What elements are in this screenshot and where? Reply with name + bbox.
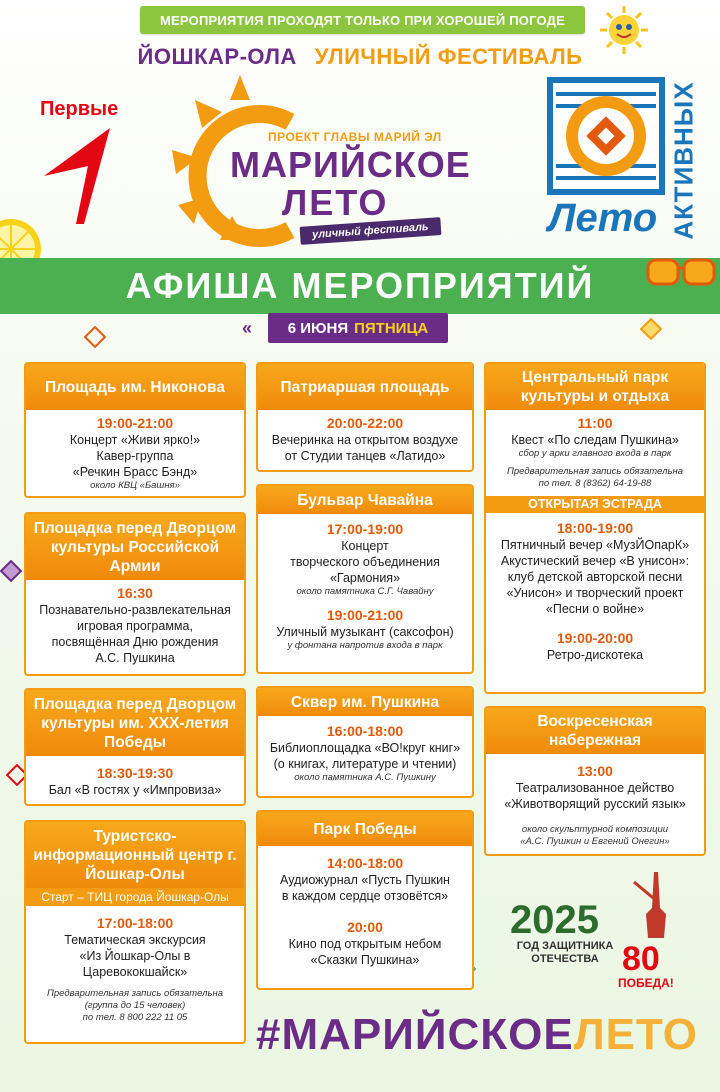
event-time: 17:00-18:00 bbox=[96, 915, 174, 931]
event-desc: «Гармония» bbox=[329, 571, 401, 585]
date-badge bbox=[268, 313, 448, 343]
hashtag-part-1: #МАРИЙСКОЕ bbox=[256, 1010, 574, 1059]
event-desc: Акустический вечер «В унисон»: bbox=[500, 554, 690, 568]
event-card-patriarshaya bbox=[256, 362, 474, 472]
event-desc: «Сказки Пушкина» bbox=[310, 953, 420, 967]
event-desc: «Животворящий русский язык» bbox=[504, 797, 686, 811]
city-name: ЙОШКАР-ОЛА bbox=[137, 44, 297, 69]
victory-word: ПОБЕДА! bbox=[618, 976, 674, 990]
diamond-decoration-icon bbox=[84, 326, 106, 348]
year-caption: ОТЕЧЕСТВА bbox=[531, 953, 599, 965]
event-time: 14:00-18:00 bbox=[326, 855, 404, 871]
event-desc: «Унисон» и творческий проект bbox=[506, 586, 684, 600]
card-head: Площадь им. Никонова bbox=[26, 364, 244, 410]
event-note: около скульптурной композиции bbox=[521, 824, 669, 835]
card-head: Центральный парк культуры и отдыха bbox=[486, 364, 704, 410]
event-card-victory-park bbox=[256, 810, 474, 990]
event-desc: Вечеринка на открытом воздухе bbox=[271, 433, 459, 447]
card-head: Сквер им. Пушкина bbox=[258, 688, 472, 716]
event-time: 19:00-20:00 bbox=[556, 630, 634, 646]
event-desc: «Речкин Брасс Бэнд» bbox=[72, 465, 198, 479]
weather-banner: МЕРОПРИЯТИЯ ПРОХОДЯТ ТОЛЬКО ПРИ ХОРОШЕЙ ПОГОДЕ bbox=[140, 6, 585, 34]
event-card-nikonova bbox=[24, 362, 246, 498]
event-note: (группа до 15 человек) bbox=[84, 1000, 186, 1011]
event-desc: клуб детской авторской песни bbox=[507, 570, 683, 584]
event-note: «А.С. Пушкин и Евгений Онегин» bbox=[520, 836, 670, 847]
diamond-decoration-icon bbox=[640, 318, 662, 340]
card-head: Бульвар Чавайна bbox=[258, 486, 472, 514]
event-desc: Концерт «Живи ярко!» bbox=[69, 433, 201, 447]
event-desc: Познавательно-развлекательная bbox=[39, 603, 231, 617]
event-desc: Царевококшайск» bbox=[82, 965, 188, 979]
event-card-central-park bbox=[484, 362, 706, 694]
title-band bbox=[0, 258, 720, 314]
victory-80-number: 80 bbox=[622, 940, 660, 978]
event-time: 19:00-21:00 bbox=[96, 415, 174, 431]
event-note: сбор у арки главного входа в парк bbox=[518, 448, 672, 459]
card-head: Патриаршая площадь bbox=[258, 364, 472, 410]
hashtag-part-2: ЛЕТО bbox=[573, 1010, 698, 1059]
card-head: Парк Победы bbox=[258, 812, 472, 846]
card-head: Площадка перед Дворцом культуры Российской Армии bbox=[26, 514, 244, 580]
card-head: Туристско-информационный центр г. Йошкар-Олы bbox=[26, 822, 244, 888]
event-desc: Театрализованное действо bbox=[515, 781, 675, 795]
event-desc: «Из Йошкар-Олы в bbox=[79, 949, 191, 963]
event-note: около КВЦ «Башня» bbox=[90, 480, 180, 491]
year-of-defender-badge bbox=[510, 900, 620, 966]
aktivnyh-label: АКТИВНЫХ bbox=[668, 80, 699, 240]
logo-word-marijskoe: МАРИЙСКОЕ bbox=[230, 144, 471, 185]
event-card-tic bbox=[24, 820, 246, 1044]
card-head: Площадка перед Дворцом культуры им. XXX-летия Победы bbox=[26, 690, 244, 756]
pervye-logo-text: Первые bbox=[40, 98, 119, 120]
start-point: Старт – ТИЦ города Йошкар-Олы bbox=[26, 888, 244, 906]
event-card-chavaina bbox=[256, 484, 474, 674]
open-stage-subheading: ОТКРЫТАЯ ЭСТРАДА bbox=[486, 496, 704, 513]
event-desc: (о книгах, литературе и чтении) bbox=[273, 757, 457, 771]
event-desc: «Песни о войне» bbox=[545, 602, 645, 616]
event-desc: творческого объединения bbox=[290, 555, 440, 569]
event-desc: Пятничный вечер «МузЙОпарК» bbox=[500, 538, 690, 552]
event-card-voskresenskaya bbox=[484, 706, 706, 856]
event-desc: в каждом сердце отзовётся» bbox=[281, 889, 449, 903]
event-note: около памятника С.Г. Чавайну bbox=[296, 586, 434, 597]
event-desc: посвящённая Дню рождения bbox=[51, 635, 219, 649]
chevron-left-icon: « bbox=[242, 318, 253, 338]
leto-word: Лето bbox=[548, 196, 658, 240]
event-desc: Уличный музыкант (саксофон) bbox=[276, 625, 454, 639]
event-note: у фонтана напротив входа в парк bbox=[287, 640, 443, 651]
event-desc: А.С. Пушкина bbox=[95, 651, 175, 665]
event-desc: игровая программа, bbox=[77, 619, 193, 633]
hashtag bbox=[256, 1010, 698, 1060]
event-desc: Концерт bbox=[341, 539, 389, 553]
date-text: 6 ИЮНЯ bbox=[287, 319, 349, 337]
event-desc: Библиоплощадка «ВО!круг книг» bbox=[269, 741, 461, 755]
event-desc: Квест «По следам Пушкина» bbox=[511, 433, 679, 447]
event-time: 16:30 bbox=[117, 585, 153, 601]
event-note: по тел. 8 (8362) 64-19-88 bbox=[538, 478, 652, 489]
event-desc: Аудиожурнал «Пусть Пушкин bbox=[280, 873, 450, 887]
logo-street-festival: уличный фестиваль bbox=[300, 217, 442, 245]
event-note: около памятника А.С. Пушкину bbox=[294, 772, 436, 783]
event-desc: Кавер-группа bbox=[96, 449, 174, 463]
event-note: Предварительная запись обязательна bbox=[507, 466, 683, 477]
day-text: ПЯТНИЦА bbox=[354, 319, 429, 337]
project-label: ПРОЕКТ ГЛАВЫ МАРИЙ ЭЛ bbox=[268, 130, 442, 144]
event-time: 16:00-18:00 bbox=[326, 723, 404, 739]
event-desc: Ретро-дискотека bbox=[546, 648, 644, 662]
event-time: 11:00 bbox=[577, 415, 613, 431]
pervye-logo-icon bbox=[22, 92, 132, 232]
event-card-pushkin-square bbox=[256, 686, 474, 798]
event-time: 17:00-19:00 bbox=[326, 521, 404, 537]
event-note: Предварительная запись обязательна bbox=[47, 988, 223, 999]
event-card-dk-army bbox=[24, 512, 246, 676]
year-number: 2025 bbox=[510, 898, 599, 942]
sunglasses-icon bbox=[640, 246, 720, 302]
event-desc: Кино под открытым небом bbox=[288, 937, 442, 951]
year-caption: ГОД ЗАЩИТНИКА bbox=[516, 940, 614, 952]
header-line bbox=[0, 44, 720, 70]
event-time: 18:30-19:30 bbox=[96, 765, 174, 781]
event-time: 20:00 bbox=[347, 919, 383, 935]
event-time: 19:00-21:00 bbox=[326, 607, 404, 623]
event-time: 13:00 bbox=[577, 763, 613, 779]
event-card-dk-victory bbox=[24, 688, 246, 806]
event-time: 18:00-19:00 bbox=[556, 520, 634, 536]
event-note: по тел. 8 800 222 11 05 bbox=[82, 1012, 188, 1023]
logo-word-leto: ЛЕТО bbox=[282, 182, 389, 223]
event-time: 20:00-22:00 bbox=[326, 415, 404, 431]
event-desc: Бал «В гостях у «Импровиза» bbox=[48, 783, 222, 797]
event-desc: Тематическая экскурсия bbox=[64, 933, 206, 947]
festival-label: УЛИЧНЫЙ ФЕСТИВАЛЬ bbox=[314, 44, 583, 69]
card-head: Воскресенская набережная bbox=[486, 708, 704, 754]
page-title: АФИША МЕРОПРИЯТИЙ bbox=[125, 265, 595, 306]
diamond-decoration-icon bbox=[0, 560, 22, 582]
event-desc: от Студии танцев «Латидо» bbox=[284, 449, 446, 463]
